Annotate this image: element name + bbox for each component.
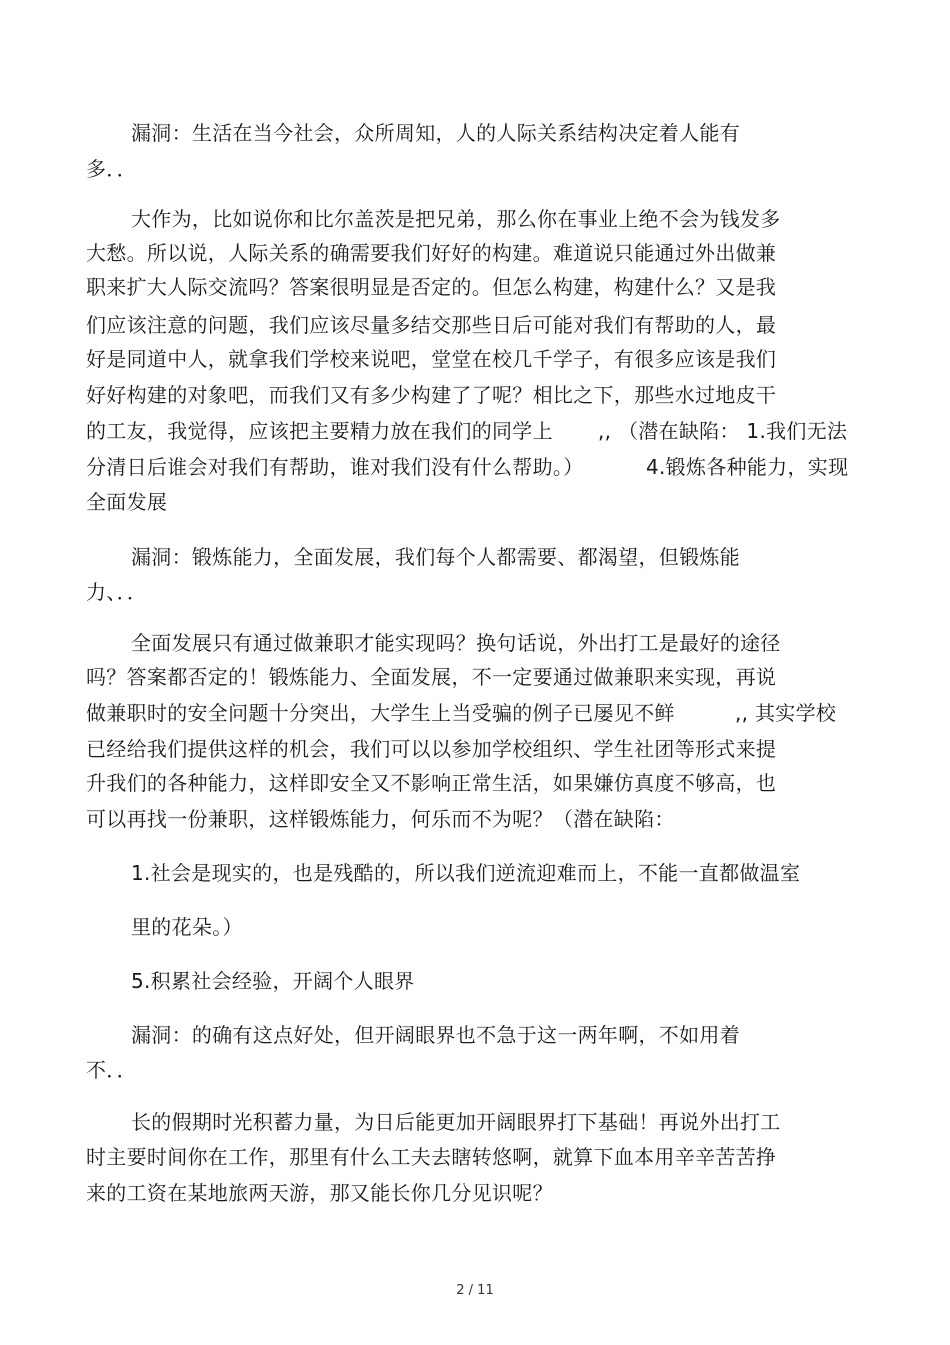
text-line: 职来扩大人际交流吗？答案很明显是否定的。但怎么构建，构建什么？又是我: [86, 275, 777, 299]
text-line: 吗？答案都否定的！锻炼能力、全面发展，不一定要通过做兼职来实现，再说: [86, 665, 777, 689]
text-line: 多．．: [86, 157, 137, 181]
text-line: 升我们的各种能力，这样即安全又不影响正常生活，如果嫌仿真度不够高，也: [86, 771, 777, 795]
text-line: 不．．: [86, 1058, 137, 1082]
text-line: 大作为，比如说你和比尔盖茨是把兄弟，那么你在事业上绝不会为钱发多: [131, 207, 781, 231]
text-line: 可以再找一份兼职，这样锻炼能力，何乐而不为呢？（潜在缺陷：: [86, 807, 675, 831]
text-line: 时主要时间你在工作，那里有什么工夫去瞎转悠啊，就算下血本用辛辛苦苦挣: [86, 1145, 777, 1169]
text-line: 漏洞：的确有这点好处，但开阔眼界也不急于这一两年啊，不如用着: [131, 1023, 740, 1047]
text-line: 大愁。所以说，人际关系的确需要我们好好的构建。难道说只能通过外出做兼: [86, 241, 777, 265]
text-line: 全面发展: [86, 490, 168, 514]
text-line: 漏洞：生活在当今社会，众所周知，人的人际关系结构决定着人能有: [131, 121, 740, 145]
text-line: 好好构建的对象吧，而我们又有多少构建了了呢？相比之下，那些水过地皮干: [86, 383, 777, 407]
page-number: 2 / 11: [456, 1283, 494, 1298]
text-line: 的工友，我觉得，应该把主要精力放在我们的同学上: [86, 419, 553, 443]
text-line: 全面发展只有通过做兼职才能实现吗？换句话说，外出打工是最好的途径: [131, 631, 781, 655]
text-line: 来的工资在某地旅两天游，那又能长你几分见识呢？: [86, 1181, 553, 1205]
text-line: 分清日后谁会对我们有帮助，谁对我们没有什么帮助。）: [86, 455, 584, 479]
text-line: 好是同道中人，就拿我们学校来说吧，堂堂在校几千学子，有很多应该是我们: [86, 347, 777, 371]
text-line: 4.锻炼各种能力，实现: [646, 455, 849, 479]
text-line: 已经给我们提供这样的机会，我们可以以参加学校组织、学生社团等形式来提: [86, 737, 777, 761]
text-line: 力、．．: [86, 580, 148, 604]
text-line: 5.积累社会经验，开阔个人眼界: [131, 969, 415, 993]
text-line: ,, （潜在缺陷： 1.我们无法: [598, 419, 848, 443]
text-line: ,, 其实学校: [735, 701, 837, 725]
text-line: 1.社会是现实的，也是残酷的，所以我们逆流迎难而上，不能一直都做温室: [131, 861, 801, 885]
text-line: 们应该注意的问题，我们应该尽量多结交那些日后可能对我们有帮助的人，最: [86, 313, 777, 337]
text-line: 长的假期时光积蓄力量，为日后能更加开阔眼界打下基础！再说外出打工: [131, 1110, 781, 1134]
text-line: 漏洞：锻炼能力，全面发展，我们每个人都需要、都渴望，但锻炼能: [131, 545, 740, 569]
text-line: 里的花朵。）: [131, 915, 243, 939]
text-line: 做兼职时的安全问题十分突出，大学生上当受骗的例子已屡见不鲜: [86, 701, 675, 725]
